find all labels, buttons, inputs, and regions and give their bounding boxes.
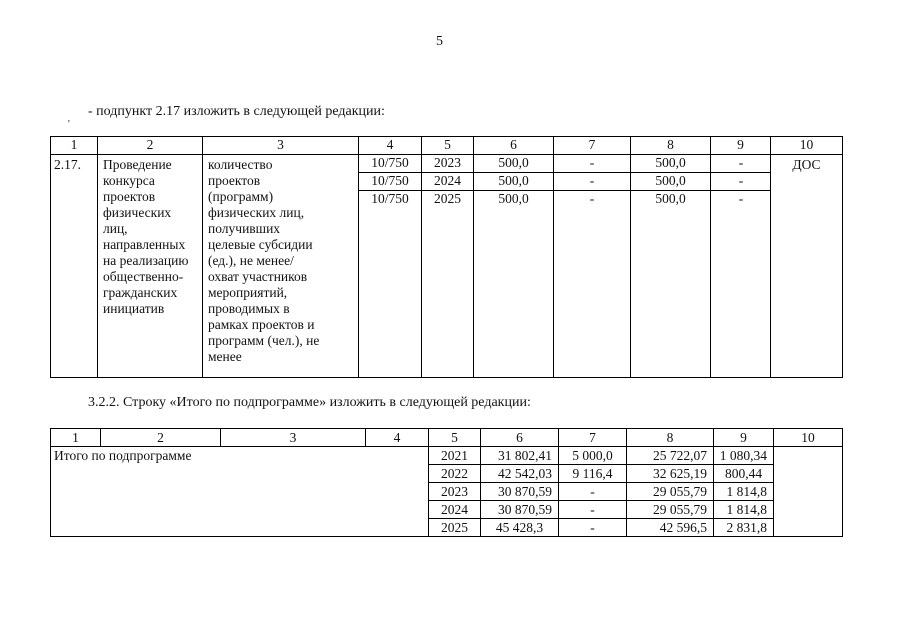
amount-col8: 500,0 bbox=[631, 191, 711, 377]
table2-row bbox=[51, 447, 843, 465]
stray-mark: ' bbox=[68, 119, 70, 130]
page-number: 5 bbox=[436, 34, 443, 49]
table1-header-cell: 3 bbox=[203, 137, 359, 155]
total-amount: 45 428,3 bbox=[481, 519, 559, 537]
measure-name-line: гражданских bbox=[103, 285, 178, 300]
table1-header-cell: 2 bbox=[98, 137, 203, 155]
table2-header-cell: 2 bbox=[101, 429, 221, 447]
measure-name-line: проектов bbox=[103, 189, 156, 204]
measure-name-line: направленных bbox=[103, 237, 186, 252]
amount-col7: - bbox=[559, 483, 627, 501]
indicator-line: целевые субсидии bbox=[208, 237, 313, 252]
amount-col7: 5 000,0 bbox=[559, 447, 627, 465]
amount-col9: 1 814,8 bbox=[714, 501, 774, 519]
table2-header-cell: 3 bbox=[221, 429, 366, 447]
table1-header-cell: 10 bbox=[771, 137, 843, 155]
indicator-line: программ (чел.), не bbox=[208, 333, 320, 348]
total-row-label: Итого по подпрограмме bbox=[51, 447, 429, 537]
table1-header-cell: 6 bbox=[474, 137, 554, 155]
yearly-values-block bbox=[359, 155, 771, 378]
amount-col7: - bbox=[559, 519, 627, 537]
measure-name-line: общественно- bbox=[103, 269, 184, 284]
table1-row-2-17 bbox=[51, 155, 843, 378]
indicator-description bbox=[203, 155, 359, 378]
table1-header-cell: 7 bbox=[554, 137, 631, 155]
intro-text-subitem: - подпункт 2.17 изложить в следующей редакции: bbox=[88, 104, 385, 119]
table1-header-row bbox=[51, 137, 843, 155]
indicator-line: проводимых в bbox=[208, 301, 290, 316]
table1-header-cell: 9 bbox=[711, 137, 771, 155]
table2-header-cell: 7 bbox=[559, 429, 627, 447]
amount-col9: 800,44 bbox=[714, 465, 774, 483]
total-amount: 500,0 bbox=[474, 191, 554, 377]
table2-header-cell: 6 bbox=[481, 429, 559, 447]
year: 2024 bbox=[422, 173, 474, 191]
amount-col9: 2 831,8 bbox=[714, 519, 774, 537]
table2-header-cell: 5 bbox=[429, 429, 481, 447]
amount-col7: - bbox=[559, 501, 627, 519]
table1-header-cell: 8 bbox=[631, 137, 711, 155]
amount-col9: - bbox=[711, 155, 771, 173]
column-10-empty bbox=[774, 447, 843, 537]
total-amount: 31 802,41 bbox=[481, 447, 559, 465]
target-value: 10/750 bbox=[359, 155, 422, 173]
measure-name-line: Проведение bbox=[103, 157, 172, 172]
amount-col9: 1 080,34 bbox=[714, 447, 774, 465]
amount-col8: 32 625,19 bbox=[627, 465, 714, 483]
total-amount: 42 542,03 bbox=[481, 465, 559, 483]
measure-name-line: физических лиц, bbox=[103, 205, 172, 236]
table1-header-cell: 5 bbox=[422, 137, 474, 155]
amount-col8: 42 596,5 bbox=[627, 519, 714, 537]
table1-header-cell: 4 bbox=[359, 137, 422, 155]
target-value: 10/750 bbox=[359, 173, 422, 191]
total-amount: 500,0 bbox=[474, 155, 554, 173]
target-value: 10/750 bbox=[359, 191, 422, 377]
total-amount: 500,0 bbox=[474, 173, 554, 191]
amount-col8: 29 055,79 bbox=[627, 501, 714, 519]
year: 2021 bbox=[429, 447, 481, 465]
indicator-line: физических лиц, bbox=[208, 205, 305, 220]
row-number: 2.17. bbox=[51, 155, 98, 378]
amount-col9: - bbox=[738, 191, 744, 206]
amount-col9: 1 814,8 bbox=[714, 483, 774, 501]
year: 2025 bbox=[429, 519, 481, 537]
indicator-line: охват участников bbox=[208, 269, 308, 284]
table-subprogram-total bbox=[50, 428, 843, 537]
indicator-line: проектов bbox=[208, 173, 261, 188]
table2-header-cell: 8 bbox=[627, 429, 714, 447]
indicator-line: мероприятий, bbox=[208, 285, 288, 300]
table2-header-cell: 10 bbox=[774, 429, 843, 447]
indicator-line: менее bbox=[208, 349, 242, 364]
measure-name bbox=[98, 155, 203, 378]
amount-col8: 25 722,07 bbox=[627, 447, 714, 465]
total-amount: 30 870,59 bbox=[481, 501, 559, 519]
amount-col7: - bbox=[554, 191, 631, 377]
amount-col7: - bbox=[554, 155, 631, 173]
measure-name-line: на реализацию bbox=[103, 253, 189, 268]
total-amount: 30 870,59 bbox=[481, 483, 559, 501]
indicator-line: (программ) bbox=[208, 189, 274, 204]
intro-text-total-row: 3.2.2. Строку «Итого по подпрограмме» изложить в следующей редакции: bbox=[88, 395, 531, 410]
table2-header-cell: 1 bbox=[51, 429, 101, 447]
amount-col7: - bbox=[554, 173, 631, 191]
amount-col8: 500,0 bbox=[631, 173, 711, 191]
year: 2022 bbox=[429, 465, 481, 483]
measure-name-line: инициатив bbox=[103, 301, 165, 316]
amount-col9: - bbox=[711, 173, 771, 191]
year: 2025 bbox=[422, 191, 474, 377]
responsible-executor: ДОС bbox=[771, 155, 843, 378]
indicator-line: рамках проектов и bbox=[208, 317, 315, 332]
year: 2023 bbox=[429, 483, 481, 501]
measure-name-line: конкурса bbox=[103, 173, 155, 188]
amount-col8: 500,0 bbox=[631, 155, 711, 173]
indicator-line: (ед.), не менее/ bbox=[208, 253, 294, 268]
table2-header-row bbox=[51, 429, 843, 447]
amount-col7: 9 116,4 bbox=[559, 465, 627, 483]
indicator-line: получивших bbox=[208, 221, 281, 236]
year: 2024 bbox=[429, 501, 481, 519]
table-subitem-2-17 bbox=[50, 136, 843, 378]
table2-header-cell: 4 bbox=[366, 429, 429, 447]
table1-header-cell: 1 bbox=[51, 137, 98, 155]
amount-col8: 29 055,79 bbox=[627, 483, 714, 501]
indicator-line: количество bbox=[208, 157, 273, 172]
year: 2023 bbox=[422, 155, 474, 173]
table2-header-cell: 9 bbox=[714, 429, 774, 447]
